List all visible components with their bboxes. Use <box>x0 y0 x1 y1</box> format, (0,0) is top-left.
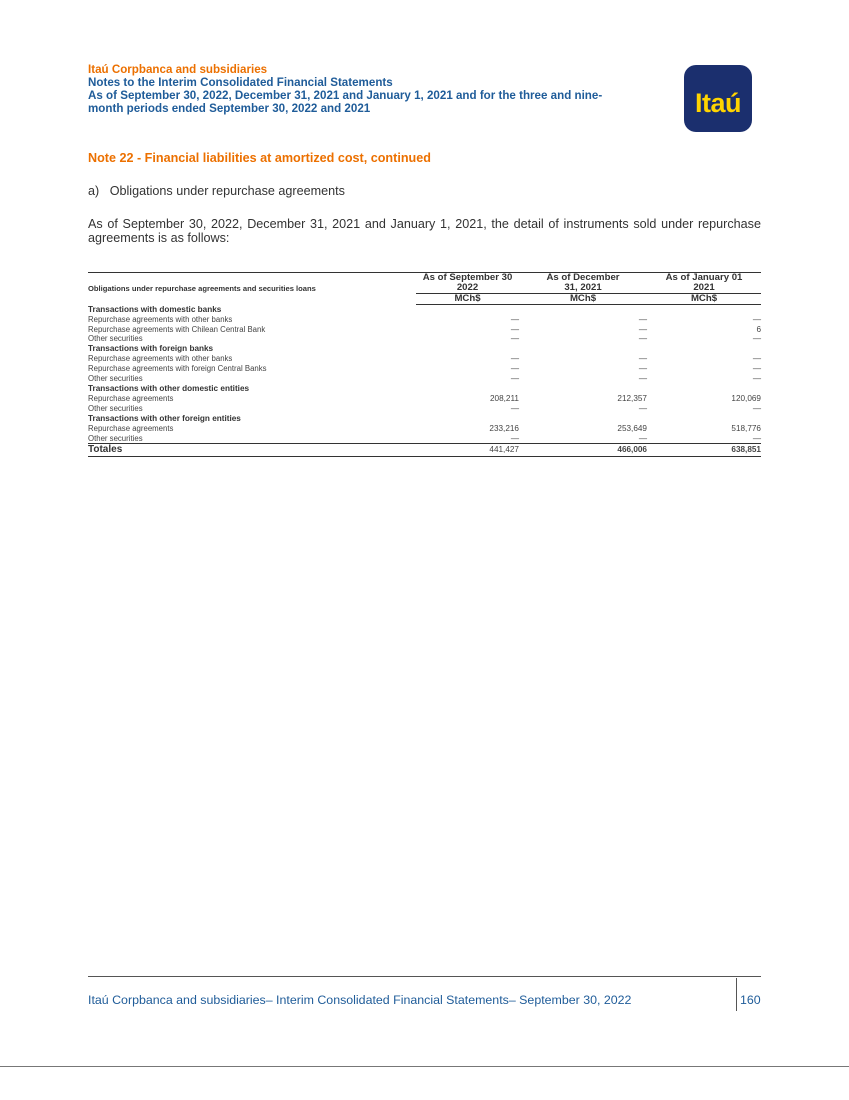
header-line-1: Notes to the Interim Consolidated Financial Statements <box>88 76 393 89</box>
footer-separator <box>736 978 737 1011</box>
col-header-3-line2: 2021 <box>647 283 761 294</box>
cell-value: — <box>752 374 761 384</box>
table-row <box>88 434 761 444</box>
table-row <box>88 325 761 335</box>
row-label: Other securities <box>88 374 143 384</box>
cell-value: — <box>510 403 519 413</box>
col-header-3-line1: As of January 01 <box>665 272 743 283</box>
table-row <box>88 364 761 374</box>
header-company: Itaú Corpbanca and subsidiaries <box>88 63 268 76</box>
section-row <box>88 344 761 354</box>
table-row <box>88 354 761 364</box>
cell-value: — <box>519 434 647 444</box>
cell-value: — <box>752 364 761 374</box>
itau-logo <box>684 65 752 132</box>
section-domestic-banks: Transactions with domestic banks <box>88 304 222 314</box>
row-label: Repurchase agreements with other banks <box>88 314 233 324</box>
col-header-1-line1: As of September 30 <box>422 272 513 283</box>
col-header-2 <box>519 273 647 294</box>
section-other-foreign: Transactions with other foreign entities <box>88 413 241 423</box>
row-label: Repurchase agreements <box>88 423 174 433</box>
row-label: Repurchase agreements with other banks <box>88 354 233 364</box>
table-label: Obligations under repurchase agreements and securities loans <box>88 273 416 305</box>
row-label: Repurchase agreements with Chilean Central Bank <box>88 324 266 334</box>
cell-value: 208,211 <box>490 393 519 403</box>
cell-value: 120,069 <box>731 393 761 403</box>
table-header-row <box>88 273 761 294</box>
cell-value: 6 <box>756 324 761 334</box>
table-row <box>88 374 761 384</box>
section-row <box>88 414 761 424</box>
table-row <box>88 315 761 325</box>
footer-rule <box>88 976 761 977</box>
cell-value: — <box>510 364 519 374</box>
cell-value: 212,357 <box>617 393 647 403</box>
cell-value: — <box>638 374 647 384</box>
total-value-1: 441,427 <box>416 444 519 457</box>
col-header-3 <box>647 273 761 294</box>
cell-value: — <box>638 334 647 344</box>
logo-text: Itaú <box>694 88 741 118</box>
header-line-2: As of September 30, 2022, December 31, 2021 and January 1, 2021 and for the three and nine- <box>88 89 603 102</box>
section-foreign-banks: Transactions with foreign banks <box>88 344 214 354</box>
cell-value: — <box>752 334 761 344</box>
cell-value: — <box>638 314 647 324</box>
header-line-3: month periods ended September 30, 2022 and 2021 <box>88 102 371 115</box>
total-value-2: 466,006 <box>519 444 647 457</box>
row-label: Repurchase agreements with foreign Central Banks <box>88 364 267 374</box>
table-row <box>88 394 761 404</box>
row-label: Other securities <box>88 334 143 344</box>
table-row <box>88 334 761 344</box>
col-header-1-line2: 2022 <box>416 283 519 294</box>
cell-value: — <box>638 324 647 334</box>
row-label: Other securities <box>88 434 416 444</box>
row-label: Repurchase agreements <box>88 393 174 403</box>
cell-value: — <box>510 314 519 324</box>
col-header-1 <box>416 273 519 294</box>
section-other-domestic: Transactions with other domestic entities <box>88 383 250 393</box>
table-row <box>88 424 761 434</box>
unit-2: MCh$ <box>519 294 647 304</box>
unit-3: MCh$ <box>647 294 761 304</box>
intro-paragraph: As of September 30, 2022, December 31, 2021 and January 1, 2021, the detail of instruments sold under repurchase agreements is as follows: <box>88 217 761 245</box>
cell-value: — <box>638 403 647 413</box>
cell-value: — <box>752 403 761 413</box>
cell-value: — <box>510 354 519 364</box>
cell-value: — <box>752 314 761 324</box>
row-label: Other securities <box>88 403 143 413</box>
cell-value: 233,216 <box>489 423 519 433</box>
table-row <box>88 404 761 414</box>
cell-value: — <box>752 354 761 364</box>
cell-value: — <box>510 334 519 344</box>
section-row <box>88 384 761 394</box>
note-title: Note 22 - Financial liabilities at amortized cost, continued <box>88 151 431 165</box>
total-label: Totales <box>88 444 416 457</box>
page-bottom-rule <box>0 1066 849 1067</box>
cell-value: — <box>647 434 761 444</box>
col-header-2-line1: As of December <box>546 272 620 283</box>
cell-value: — <box>510 374 519 384</box>
cell-value: — <box>416 434 519 444</box>
footer-text: Itaú Corpbanca and subsidiaries– Interim Consolidated Financial Statements– September 30, 2022 <box>88 993 632 1007</box>
total-value-3: 638,851 <box>647 444 761 457</box>
page-number: 160 <box>740 993 761 1007</box>
cell-value: — <box>510 324 519 334</box>
section-row <box>88 304 761 314</box>
cell-value: 518,776 <box>731 423 761 433</box>
cell-value: — <box>638 354 647 364</box>
document-header <box>88 63 668 115</box>
cell-value: — <box>638 364 647 374</box>
cell-value: 253,649 <box>617 423 647 433</box>
subsection-title: a) Obligations under repurchase agreements <box>88 184 345 198</box>
col-header-2-line2: 31, 2021 <box>519 283 647 294</box>
repurchase-table <box>88 272 761 457</box>
total-row <box>88 444 761 457</box>
unit-1: MCh$ <box>416 294 519 304</box>
